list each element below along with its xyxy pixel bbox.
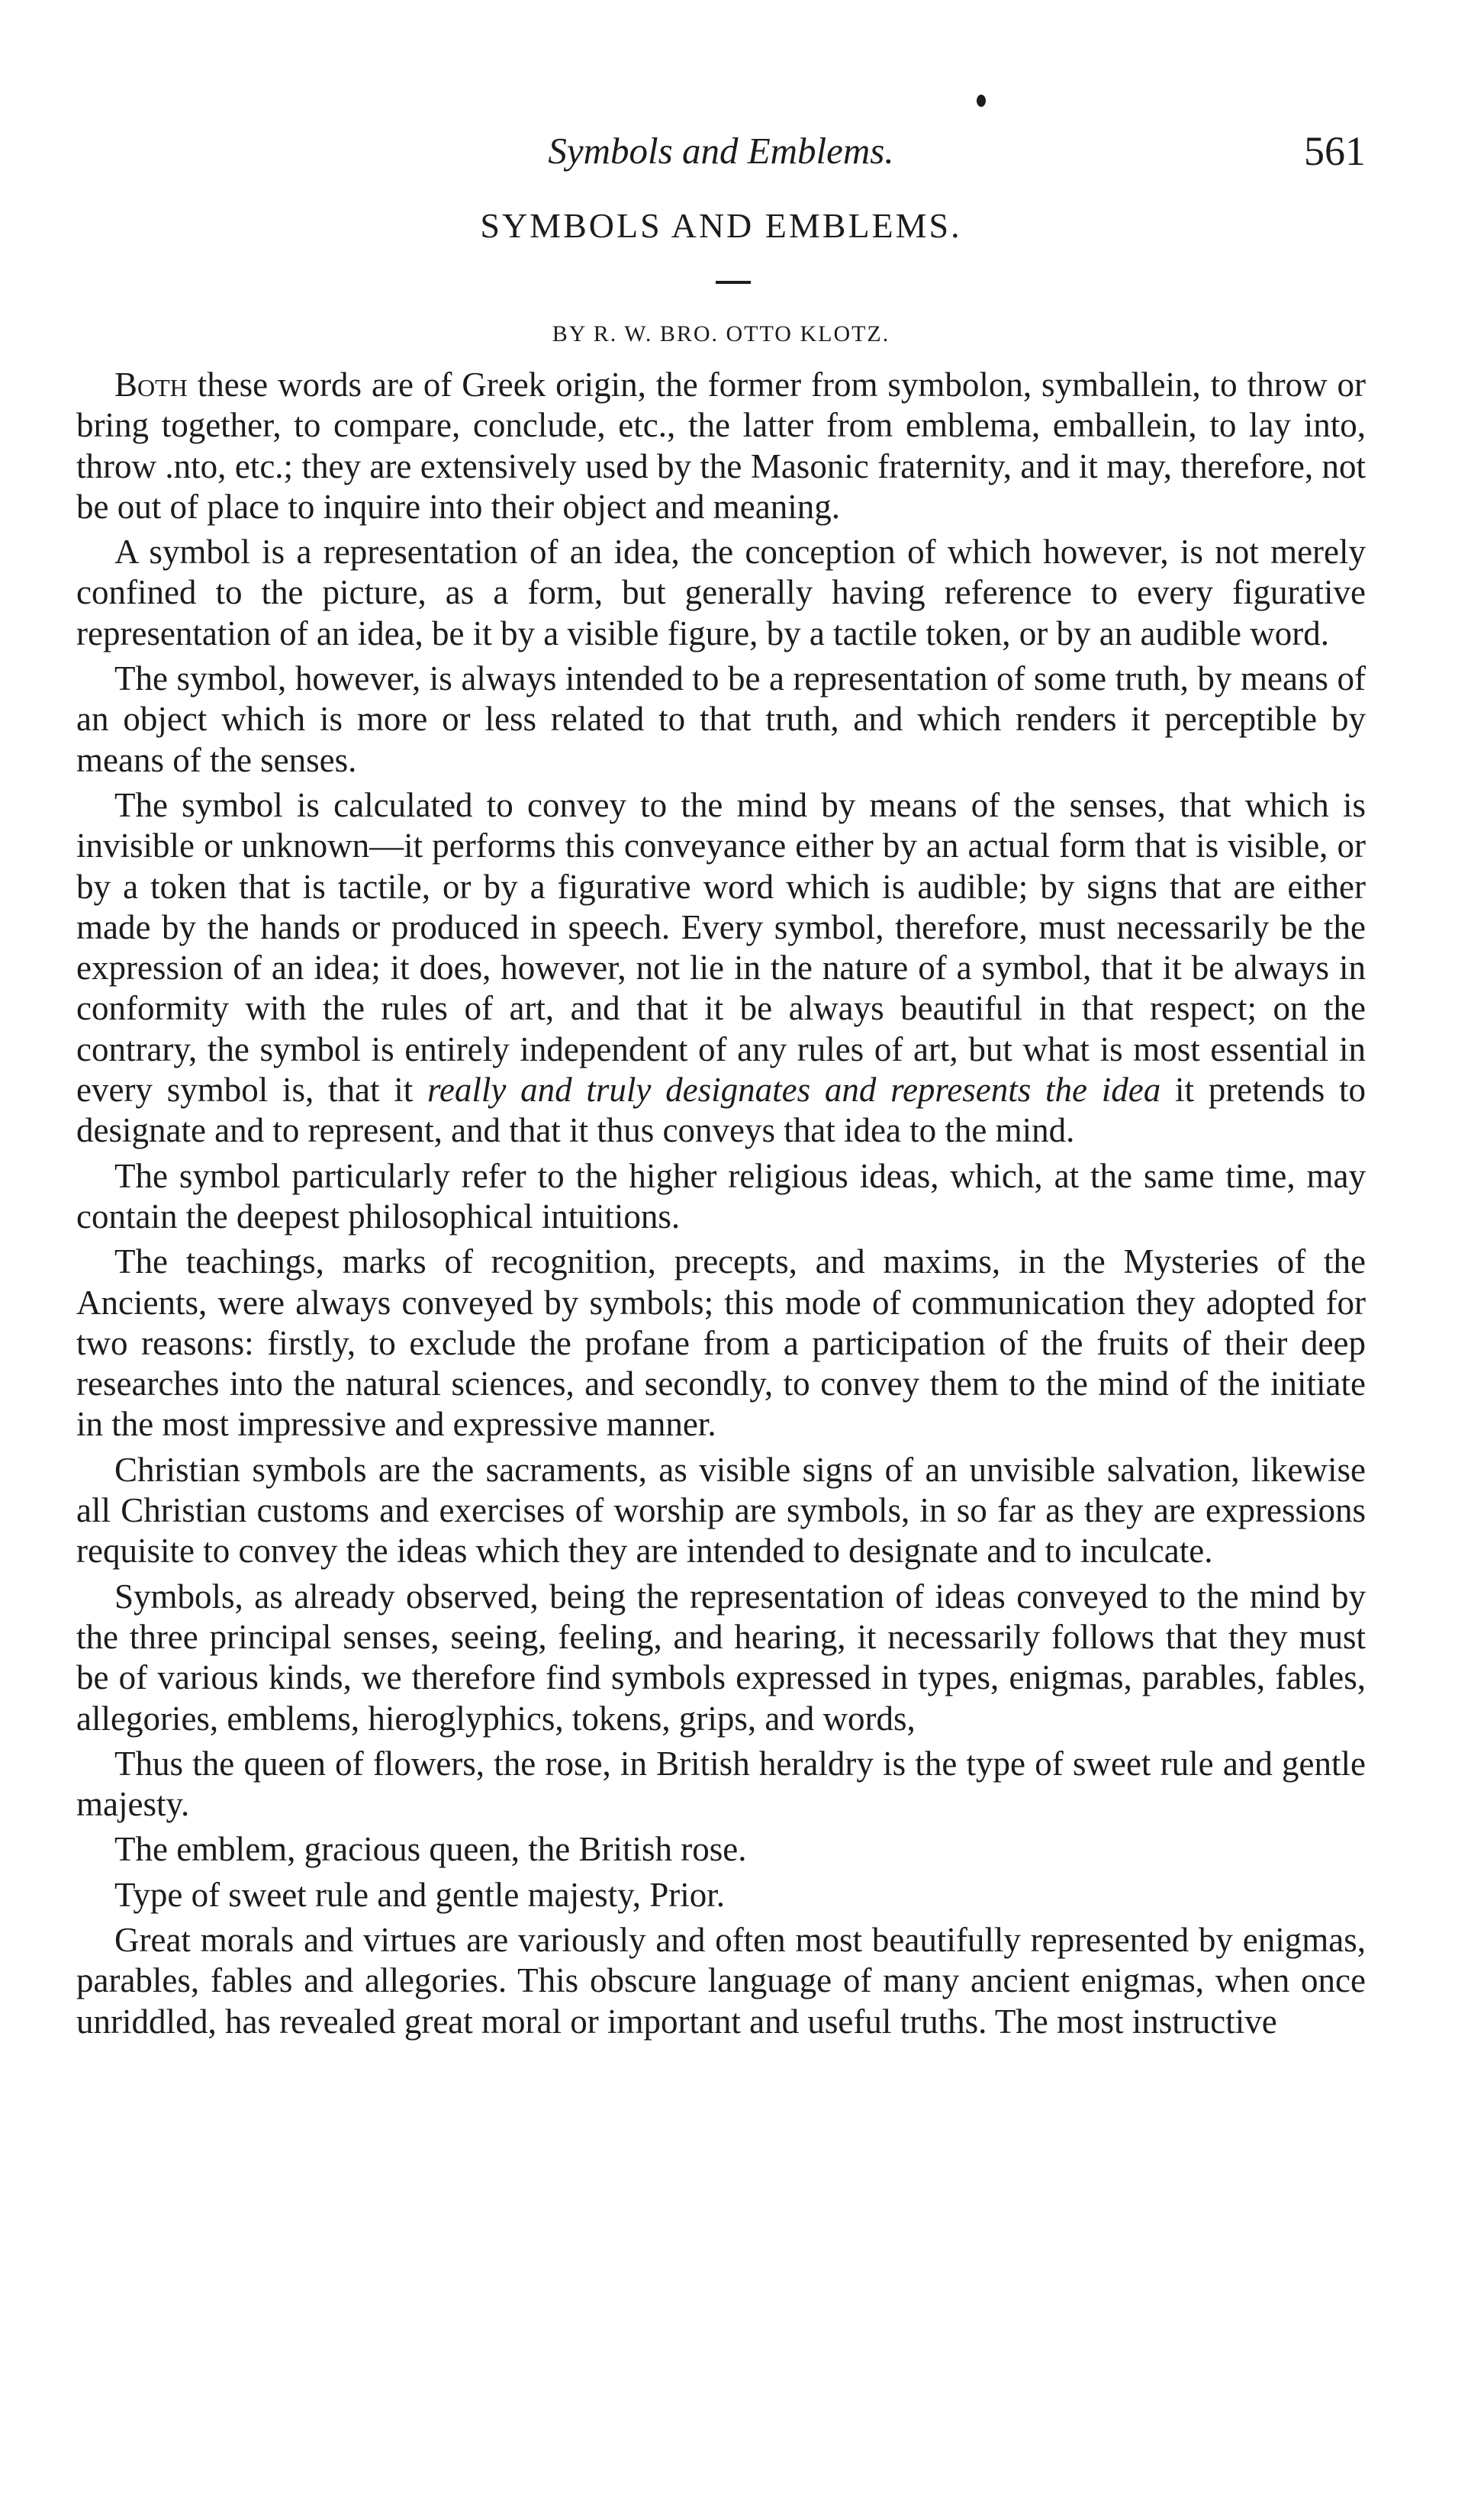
paragraph-1 bbox=[76, 365, 1366, 527]
running-head bbox=[76, 128, 1366, 182]
paragraph-1-text: these words are of Greek origin, the former from symbolon, symballein, to throw or bring together, to compare, conclude, etc., the latter from emblema, emballein, to lay into, throw .nto, etc.; they are extensively used by the Masonic fraternity, and it may, therefore, not be out of place to inquire into their object and meaning. bbox=[76, 366, 1366, 526]
article-body bbox=[76, 365, 1366, 2047]
paragraph-9: Thus the queen of flowers, the rose, in British heraldry is the type of sweet rule and gentle majesty. bbox=[76, 1744, 1366, 1824]
paragraph-5: The symbol particularly refer to the higher religious ideas, which, at the same time, may contain the deepest philosophical intuitions. bbox=[76, 1156, 1366, 1236]
paragraph-4 bbox=[76, 785, 1366, 1152]
paragraph-11: Type of sweet rule and gentle majesty, Prior. bbox=[114, 1875, 725, 1914]
paragraph-12: Great morals and virtues are variously and often most beautifully represented by enigmas, parables, fables and allegories. This obscure language of many ancient enigmas, when once unriddled, has revealed great moral or important and useful truths. The most instructive bbox=[76, 1920, 1366, 2041]
paragraph-4-before: The symbol is calculated to convey to the mind by means of the senses, that which is invisible or unknown—it performs this conveyance either by an actual form that is visible, or by a token that is tactile, or by a figurative word which is audible; by signs that are either made by the hands or produced in speech. Every symbol, therefore, must necessarily be the expression of an idea; it does, however, not lie in the nature of a symbol, that it be always in conformity with the rules of art, and that it be always beautiful in that respect; on the contrary, the symbol is entirely independent of any rules of art, but what is most essential in every symbol is, that it bbox=[76, 785, 1366, 1110]
paragraph-1-lead: Both bbox=[114, 366, 188, 404]
article-title: SYMBOLS AND EMBLEMS. bbox=[480, 206, 962, 245]
paragraph-2: A symbol is a representation of an idea, the conception of which however, is not merely confined to the picture, as a form, but generally having reference to every figurative representation of an idea, be it by a visible figure, by a tactile token, or by an audible word. bbox=[76, 533, 1366, 652]
byline: BY R. W. BRO. OTTO KLOTZ. bbox=[552, 321, 890, 346]
title-rule bbox=[716, 281, 751, 284]
paragraph-7: Christian symbols are the sacraments, as visible signs of an unvisible salvation, likewise all Christian customs and exercises of worship are symbols, in so far as they are expressions requisite to convey the ideas which they are intended to designate and to inculcate. bbox=[76, 1450, 1366, 1571]
paragraph-6: The teachings, marks of recognition, precepts, and maxims, in the Mysteries of the Ancients, were always conveyed by symbols; this mode of communication they adopted for two reasons: firstly, to exclude the profane from a participation of the fruits of their deep researches into the natural sciences, and secondly, to convey them to the mind of the initiate in the most impressive and expressive manner. bbox=[76, 1242, 1366, 1444]
running-head-title: Symbols and Emblems. bbox=[548, 130, 894, 172]
paragraph-4-after: it pretends to designate and to represent, and that it thus conveys that idea to the mind. bbox=[76, 1071, 1366, 1150]
paragraph-3: The symbol, however, is always intended to be a representation of some truth, by means of an object which is more or less related to that truth, and which renders it perceptible by means of the senses. bbox=[76, 659, 1366, 779]
page-number: 561 bbox=[1304, 128, 1366, 174]
paragraph-10: The emblem, gracious queen, the British rose. bbox=[114, 1830, 747, 1869]
paragraph-8: Symbols, as already observed, being the representation of ideas conveyed to the mind by the three principal senses, seeing, feeling, and hearing, it necessarily follows that they must be of various kinds, we therefore find symbols expressed in types, enigmas, parables, fables, allegories, emblems, hieroglyphics, tokens, grips, and words, bbox=[76, 1577, 1366, 1738]
ink-dot-mark bbox=[977, 95, 986, 107]
paragraph-4-emphasis: really and truly designates and represents the idea bbox=[427, 1071, 1161, 1110]
